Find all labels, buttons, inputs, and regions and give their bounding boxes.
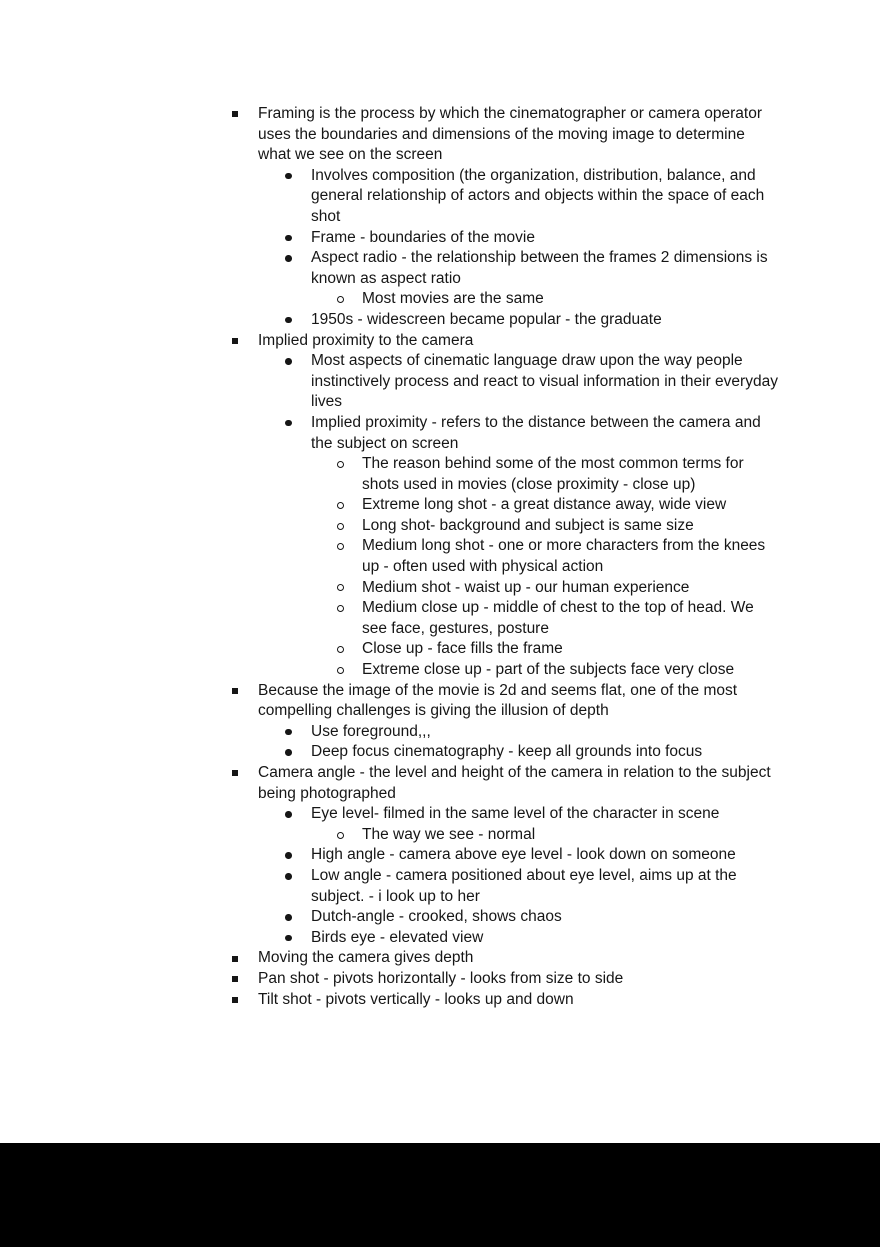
list-item bbox=[258, 681, 780, 722]
list-item bbox=[258, 536, 780, 577]
bullet-disc-icon bbox=[285, 866, 295, 887]
list-item bbox=[258, 351, 780, 413]
list-item bbox=[258, 763, 780, 804]
bullet-disc-icon bbox=[285, 351, 295, 372]
list-item-text: Extreme long shot - a great distance away, wide view bbox=[362, 496, 727, 514]
list-item-text: Close up - face fills the frame bbox=[362, 640, 563, 658]
bullet-square-icon bbox=[232, 104, 242, 125]
list-item-text: Most movies are the same bbox=[362, 290, 544, 308]
list-item-text: Medium shot - waist up - our human experience bbox=[362, 578, 690, 596]
list-item-text: Tilt shot - pivots vertically - looks up and down bbox=[258, 990, 574, 1008]
list-item bbox=[258, 495, 780, 516]
list-item-text: Framing is the process by which the cinematographer or camera operator uses the boundaries and dimensions of the moving image to determine what we see on the screen bbox=[258, 105, 762, 164]
list-item-text: Eye level- filmed in the same level of the character in scene bbox=[311, 805, 720, 823]
list-item-text: Camera angle - the level and height of the camera in relation to the subject being photographed bbox=[258, 764, 771, 802]
list-item-text: Birds eye - elevated view bbox=[311, 928, 484, 946]
list-item-text: Moving the camera gives depth bbox=[258, 949, 474, 967]
list-item bbox=[258, 948, 780, 969]
list-item-text: Frame - boundaries of the movie bbox=[311, 228, 535, 246]
list-item bbox=[258, 845, 780, 866]
list-item-text: Medium long shot - one or more characters from the knees up - often used with physical action bbox=[362, 537, 766, 576]
list-item-text: The reason behind some of the most common terms for shots used in movies (close proximity - close up) bbox=[362, 455, 744, 493]
list-item-text: 1950s - widescreen became popular - the graduate bbox=[311, 310, 662, 328]
bullet-circle-icon bbox=[337, 536, 347, 557]
bullet-square-icon bbox=[232, 763, 242, 784]
bullet-square-icon bbox=[232, 331, 242, 352]
list-item bbox=[258, 454, 780, 495]
list-item-text: Medium close up - middle of chest to the top of head. We see face, gestures, posture bbox=[362, 599, 754, 637]
list-item bbox=[258, 310, 780, 331]
list-item-text: Involves composition (the organization, distribution, balance, and general relationship of actors and objects within the space of each shot bbox=[311, 166, 765, 225]
bullet-disc-icon bbox=[285, 907, 295, 928]
list-item bbox=[258, 104, 780, 166]
list-item-text: Long shot- background and subject is same size bbox=[362, 516, 694, 534]
bullet-circle-icon bbox=[337, 454, 347, 475]
bullet-square-icon bbox=[232, 681, 242, 702]
list-item bbox=[258, 166, 780, 228]
list-item bbox=[258, 928, 780, 949]
bullet-circle-icon bbox=[337, 660, 347, 681]
list-item bbox=[258, 331, 780, 352]
list-item-text: Low angle - camera positioned about eye level, aims up at the subject. - i look up to her bbox=[311, 866, 737, 905]
list-item bbox=[258, 742, 780, 763]
list-item-text: Because the image of the movie is 2d and seems flat, one of the most compelling challenges is giving the illusion of depth bbox=[258, 681, 738, 720]
list-item-text: Aspect radio - the relationship between the frames 2 dimensions is known as aspect ratio bbox=[311, 249, 768, 287]
bullet-disc-icon bbox=[285, 845, 295, 866]
list-item bbox=[258, 248, 780, 289]
list-item bbox=[258, 907, 780, 928]
bullet-disc-icon bbox=[285, 166, 295, 187]
list-item-text: Implied proximity to the camera bbox=[258, 331, 474, 349]
list-item bbox=[258, 804, 780, 825]
list-item bbox=[258, 228, 780, 249]
bullet-square-icon bbox=[232, 948, 242, 969]
bullet-disc-icon bbox=[285, 928, 295, 949]
list-item-text: Dutch-angle - crooked, shows chaos bbox=[311, 908, 562, 926]
bullet-circle-icon bbox=[337, 598, 347, 619]
list-item-text: Pan shot - pivots horizontally - looks from size to side bbox=[258, 969, 624, 987]
bullet-disc-icon bbox=[285, 742, 295, 763]
list-item-text: Implied proximity - refers to the distance between the camera and the subject on screen bbox=[311, 413, 761, 452]
notes-list bbox=[258, 104, 780, 1010]
list-item-text: The way we see - normal bbox=[362, 825, 536, 843]
bottom-black-bar bbox=[0, 1143, 880, 1247]
list-item bbox=[258, 516, 780, 537]
list-item bbox=[258, 722, 780, 743]
list-item bbox=[258, 990, 780, 1011]
list-item-text: Extreme close up - part of the subjects face very close bbox=[362, 661, 735, 679]
list-item bbox=[258, 578, 780, 599]
list-item bbox=[258, 639, 780, 660]
list-item bbox=[258, 289, 780, 310]
bullet-circle-icon bbox=[337, 495, 347, 516]
list-item-text: Deep focus cinematography - keep all grounds into focus bbox=[311, 743, 703, 761]
bullet-disc-icon bbox=[285, 804, 295, 825]
bullet-circle-icon bbox=[337, 578, 347, 599]
list-item-text: Use foreground,,, bbox=[311, 722, 431, 740]
list-item-text: Most aspects of cinematic language draw upon the way people instinctively process and react to visual information in their everyday lives bbox=[311, 352, 778, 411]
list-item bbox=[258, 660, 780, 681]
bullet-square-icon bbox=[232, 969, 242, 990]
bullet-disc-icon bbox=[285, 722, 295, 743]
bullet-circle-icon bbox=[337, 639, 347, 660]
list-item bbox=[258, 866, 780, 907]
bullet-disc-icon bbox=[285, 310, 295, 331]
bullet-circle-icon bbox=[337, 289, 347, 310]
list-item-text: High angle - camera above eye level - look down on someone bbox=[311, 846, 736, 864]
bullet-circle-icon bbox=[337, 516, 347, 537]
list-item bbox=[258, 969, 780, 990]
list-item bbox=[258, 413, 780, 454]
bullet-disc-icon bbox=[285, 413, 295, 434]
bullet-disc-icon bbox=[285, 248, 295, 269]
bullet-square-icon bbox=[232, 990, 242, 1011]
bullet-circle-icon bbox=[337, 825, 347, 846]
list-item bbox=[258, 825, 780, 846]
list-item bbox=[258, 598, 780, 639]
bullet-disc-icon bbox=[285, 228, 295, 249]
